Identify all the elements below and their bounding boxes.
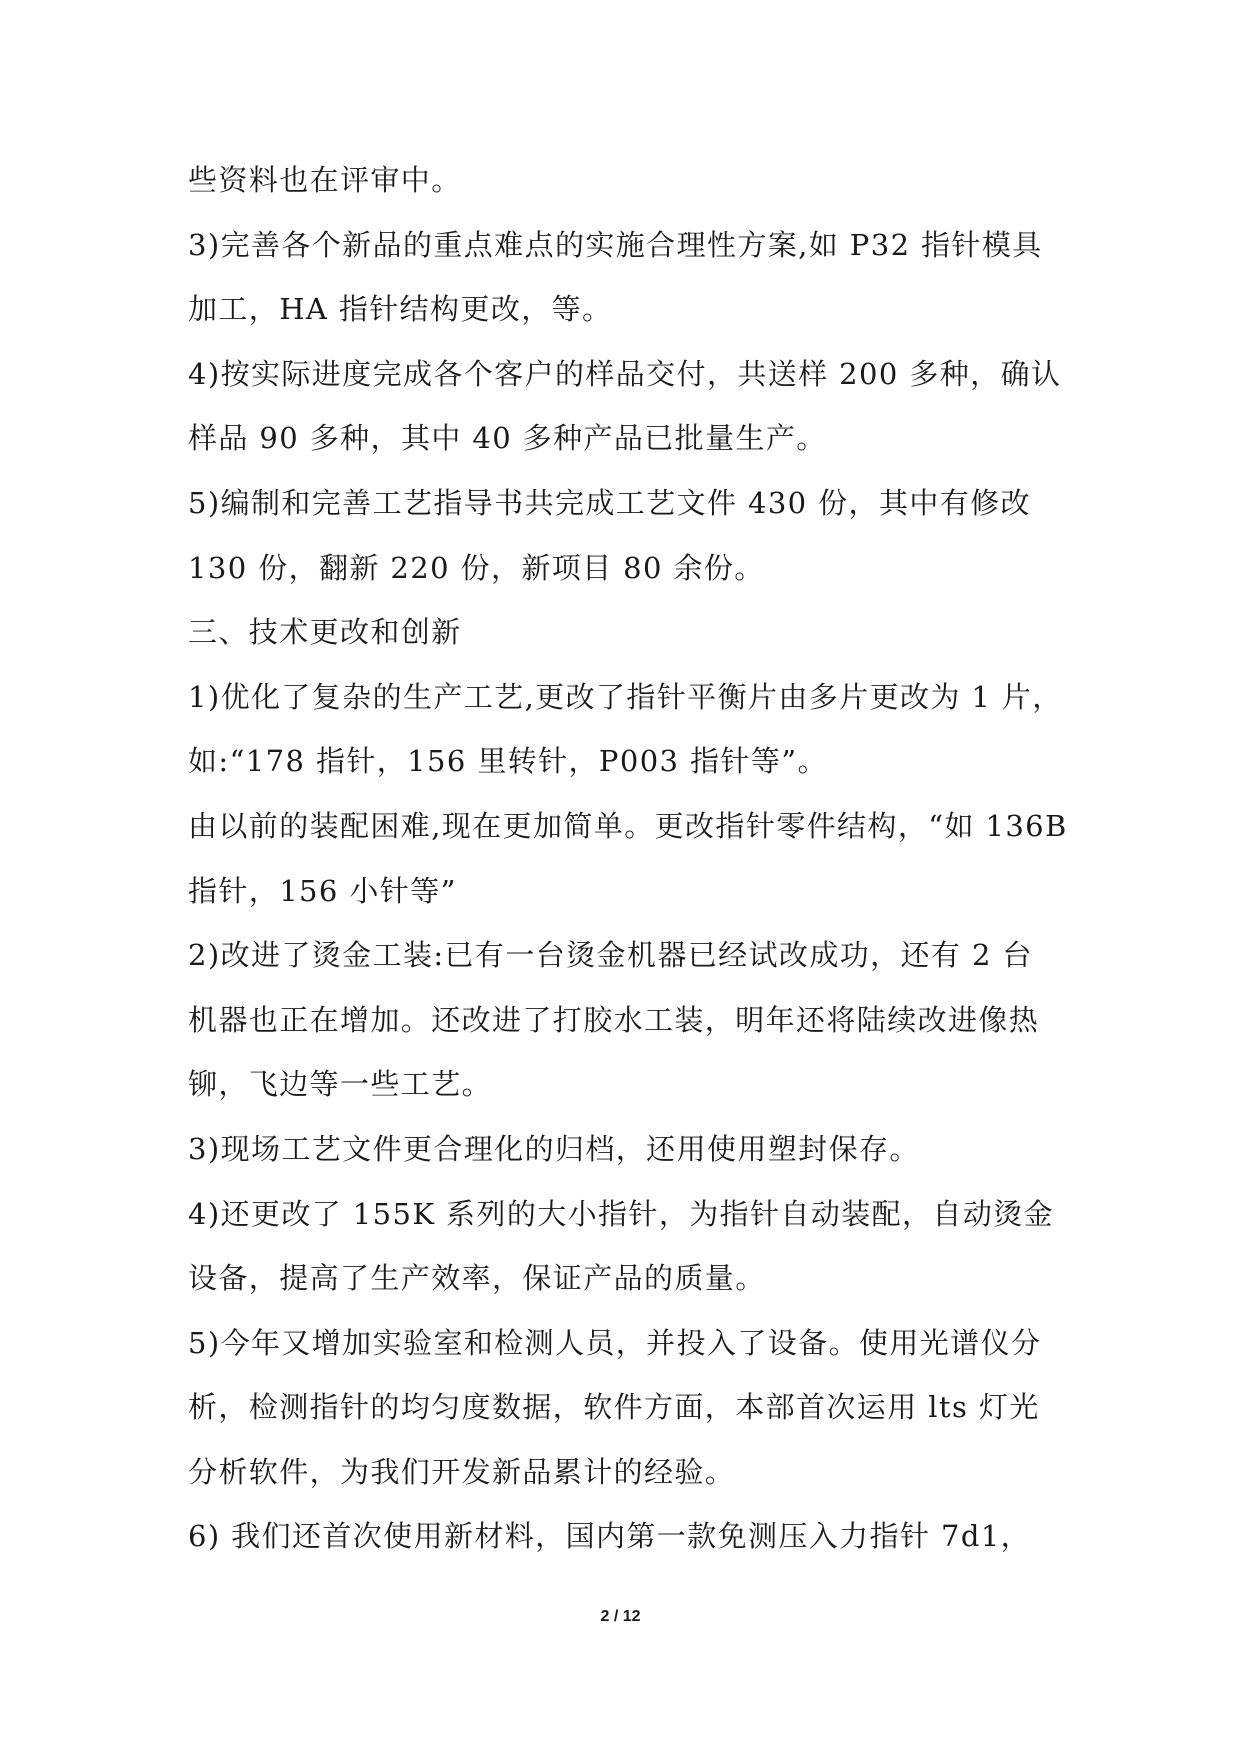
text-line: 机器也正在增加。还改进了打胶水工装，明年还将陆续改进像热	[188, 1002, 1040, 1037]
text-line: 如:“178 指针，156 里转针，P003 指针等”。	[188, 744, 828, 779]
text-line: 析，检测指针的均匀度数据，软件方面，本部首次运用 lts 灯光	[188, 1390, 1040, 1425]
text-line: 1)优化了复杂的生产工艺,更改了指针平衡片由多片更改为 1 片，	[188, 679, 1063, 714]
text-line: 分析软件，为我们开发新品累计的经验。	[188, 1454, 736, 1489]
page-number: 2 / 12	[600, 1608, 641, 1625]
document-body	[188, 148, 1068, 1569]
text-line: 3)现场工艺文件更合理化的归档，还用使用塑封保存。	[188, 1131, 920, 1166]
text-line: 由以前的装配困难,现在更加简单。更改指针零件结构，“如 136B	[188, 808, 1068, 843]
section-heading: 三、技术更改和创新	[188, 615, 462, 650]
text-line: 4)还更改了 155K 系列的大小指针，为指针自动装配，自动烫金	[188, 1196, 1055, 1231]
text-line: 指针，156 小针等”	[188, 873, 457, 908]
text-line: 5)编制和完善工艺指导书共完成工艺文件 430 份，其中有修改	[188, 485, 1031, 520]
text-line: 6) 我们还首次使用新材料，国内第一款免测压入力指针 7d1，	[188, 1519, 1032, 1554]
text-line: 3)完善各个新品的重点难点的实施合理性方案,如 P32 指针模具	[188, 227, 1043, 262]
text-line: 设备，提高了生产效率，保证产品的质量。	[188, 1261, 766, 1296]
text-line: 加工，HA 指针结构更改，等。	[188, 292, 613, 327]
text-line: 5)今年又增加实验室和检测人员，并投入了设备。使用光谱仪分	[188, 1325, 1042, 1360]
text-line: 130 份，翻新 220 份，新项目 80 余份。	[188, 550, 765, 585]
text-line: 些资料也在评审中。	[188, 163, 462, 197]
text-line: 2)改进了烫金工装:已有一台烫金机器已经试改成功，还有 2 台	[188, 938, 1033, 973]
text-line: 4)按实际进度完成各个客户的样品交付，共送样 200 多种，确认	[188, 356, 1062, 391]
text-line: 铆，飞边等一些工艺。	[188, 1067, 493, 1102]
text-line: 样品 90 多种，其中 40 多种产品已批量生产。	[188, 421, 827, 456]
